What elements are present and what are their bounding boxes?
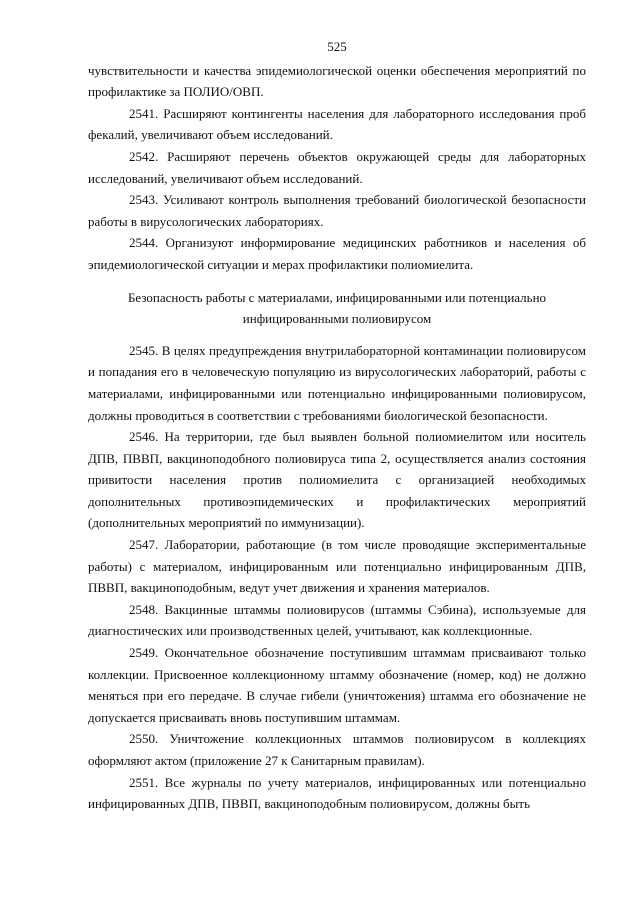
paragraph-2549: 2549. Окончательное обозначение поступившим штаммам присваивают только коллекции. Присвоенное коллекционному штамму обозначение (номер, код) не должно меняться при его передаче. В случае гибели (уничтожения) штамма его обозначение не допускается присваивать вновь поступившим штаммам. [88,645,586,725]
paragraph-2542: 2542. Расширяют перечень объектов окружающей среды для лабораторных исследований, увеличивают объем исследований. [88,148,586,186]
paragraph-2548: 2548. Вакцинные штаммы полиовирусов (штаммы Сэбина), используемые для диагностических или производственных целей, учитывают, как коллекционные. [88,601,586,639]
paragraph-2547: 2547. Лаборатории, работающие (в том числе проводящие экспериментальные работы) с материалом, инфицированным или потенциально инфицированным ДПВ, ПВВП, вакциноподобным, ведут учет движения и хранения материалов. [88,537,586,596]
paragraph-intro: чувствительности и качества эпидемиологической оценки обеспечения мероприятий по профилактике за ПОЛИО/ОВП. [88,62,586,100]
paragraph-2545: 2545. В целях предупреждения внутрилабораторной контаминации полиовирусом и попадания его в человеческую популяцию из вирусологических лабораторий, работы с материалами, инфицированными или потенциально инфицированными полиовирусом, должны проводиться в соответствии с требованиями биологической безопасности. [88,342,586,423]
paragraph-2541: 2541. Расширяют контингенты населения для лабораторного исследования проб фекалий, увеличивают объем исследований. [88,105,586,143]
section-heading-line-1: Безопасность работы с материалами, инфицированными или потенциально [127,289,547,305]
paragraph-2550: 2550. Уничтожение коллекционных штаммов полиовирусом в коллекциях оформляют актом (приложение 27 к Санитарным правилам). [88,731,586,768]
paragraph-2544: 2544. Организуют информирование медицинских работников и населения об эпидемиологической ситуации и мерах профилактики полиомиелита. [88,235,586,272]
document-page [88,36,586,815]
section-heading-line-2: инфицированными полиовирусом [242,311,432,327]
paragraph-2551: 2551. Все журналы по учету материалов, инфицированных или потенциально инфицированных ДПВ, ПВВП, вакциноподобным полиовирусом, должны быть [88,774,586,812]
page-number: 525 [327,39,347,54]
paragraph-2546: 2546. На территории, где был выявлен больной полиомиелитом или носитель ДПВ, ПВВП, вакциноподобного полиовируса типа 2, осуществляется анализ состояния привитости населения против полиомиелита с организацией необходимых дополнительных противоэпидемических и профилактических мероприятий (дополнительных мероприятий по иммунизации). [88,429,586,531]
paragraph-2543: 2543. Усиливают контроль выполнения требований биологической безопасности работы в вирусологических лабораториях. [88,192,586,229]
section-heading [88,287,586,330]
